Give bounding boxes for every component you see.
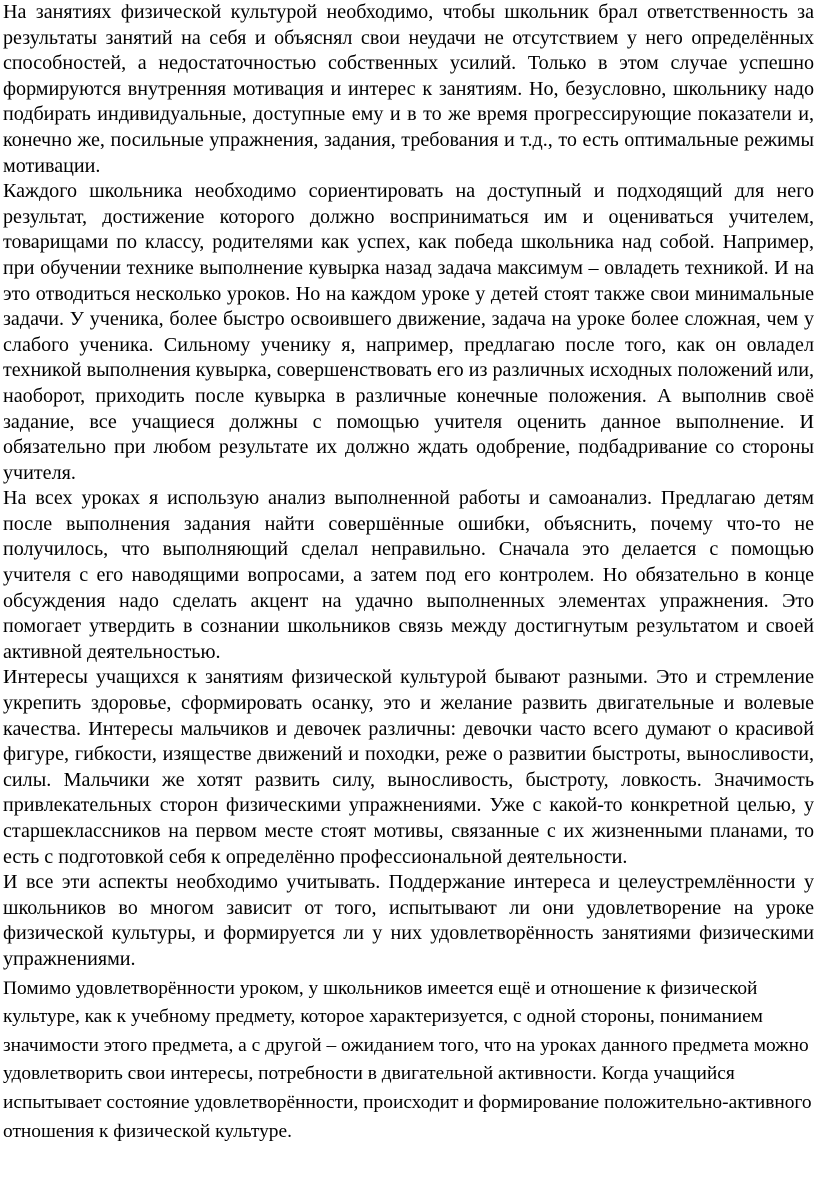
paragraph-6: Помимо удовлетворённости уроком, у школьников имеется ещё и отношение к физической культуре, как к учебному предмету, которое характеризуется, с одной стороны, пониманием значимости этого предмета, а с другой – ожиданием того, что на уроках данного предмета можно удовлетворить свои интересы, потребности в двигательной активности. Когда учащийся испытывает состояние удовлетворённости, происходит и формирование положительно-активного отношения к физической культуре.	[3, 977, 812, 1142]
paragraph-4: Интересы учащихся к занятиям физической культурой бывают разными. Это и стремление укрепить здоровье, сформировать осанку, это и желание развить двигательные и волевые качества. Интересы мальчиков и девочек различны: девочки часто всего думают о красивой фигуре, гибкости, изяществе движений и походки, реже о развитии быстроты, выносливости, силы. Мальчики же хотят развить силу, выносливость, быстроту, ловкость. Значимость привлекательных сторон физическими упражнениями. Уже с какой-то конкретной целью, у старшеклассников на первом месте стоят мотивы, связанные с их жизненными планами, то есть с подготовкой себя к определённо профессиональной деятельности.	[3, 666, 814, 868]
paragraph-1: На занятиях физической культурой необходимо, чтобы школьник брал ответственность за результаты занятий на себя и объяснял свои неудачи не отсутствием у него определённых способностей, а недостаточностью собственных усилий. Только в этом случае успешно формируются внутренняя мотивация и интерес к занятиям. Но, безусловно, школьнику надо подбирать индивидуальные, доступные ему и в то же время прогрессирующие показатели и, конечно же, посильные упражнения, задания, требования и т.д., то есть оптимальные режимы мотивации.	[3, 1, 814, 177]
paragraph-3: На всех уроках я использую анализ выполненной работы и самоанализ. Предлагаю детям после выполнения задания найти совершённые ошибки, объяснить, почему что-то не получилось, что выполняющий сделал неправильно. Сначала это делается с помощью учителя с его наводящими вопросами, а затем под его контролем. Но обязательно в конце обсуждения надо сделать акцент на удачно выполненных элементах упражнения. Это помогает утвердить в сознании школьников связь между достигнутым результатом и своей активной деятельностью.	[3, 487, 814, 663]
paragraph-2: Каждого школьника необходимо сориентировать на доступный и подходящий для него результат, достижение которого должно восприниматься им и оцениваться учителем, товарищами по классу, родителями как успех, как победа школьника над собой. Например, при обучении технике выполнение кувырка назад задача максимум – овладеть техникой. И на это отводиться несколько уроков. Но на каждом уроке у детей стоят также свои минимальные задачи. У ученика, более быстро освоившего движение, задача на уроке более сложная, чем у слабого ученика. Сильному ученику я, например, предлагаю после того, как он овладел техникой выполнения кувырка, совершенствовать его из различных исходных положений или, наоборот, приходить после кувырка в различные конечные положения. А выполнив своё задание, все учащиеся должны с помощью учителя оценить данное выполнение. И обязательно при любом результате их должно ждать одобрение, подбадривание со стороны учителя.	[3, 180, 814, 484]
paragraph-5: И все эти аспекты необходимо учитывать. Поддержание интереса и целеустремлённости у школьников во многом зависит от того, испытывают ли они удовлетворение на уроке физической культуры, и формируется ли у них удовлетворённость занятиями физическими упражнениями.	[3, 871, 814, 970]
